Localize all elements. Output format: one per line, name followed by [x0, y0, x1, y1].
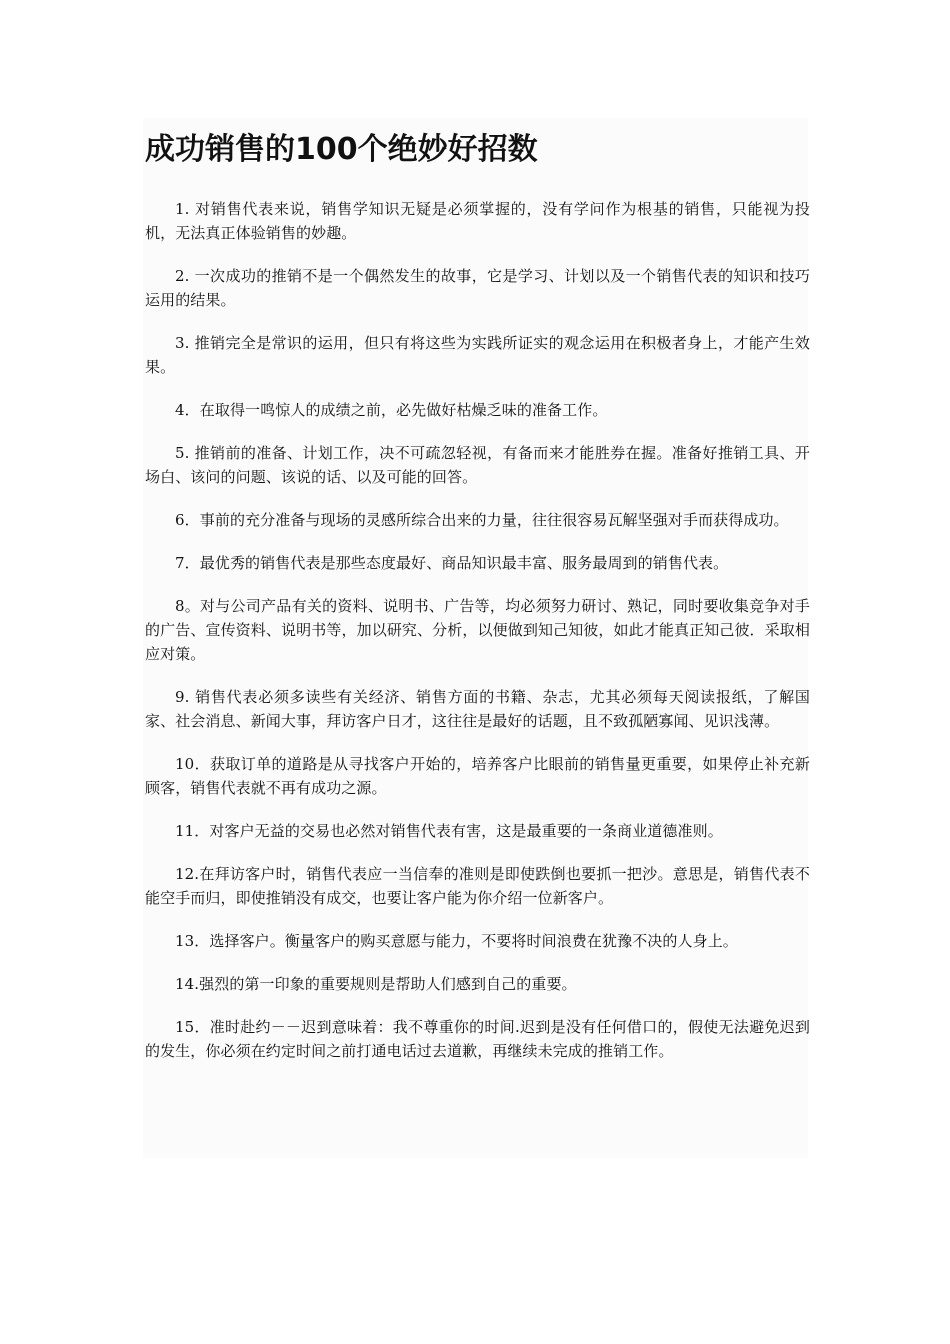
tip-item: 8。对与公司产品有关的资料、说明书、广告等，均必须努力研讨、熟记，同时要收集竞争对手的广告、宣传资料、说明书等，加以研究、分析，以便做到知己知彼，如此才能真正知己彼．采取相应对策。 [145, 597, 810, 663]
tip-item: 12.在拜访客户时，销售代表应一当信奉的准则是即使跌倒也要抓一把沙。意思是，销售代表不能空手而归，即使推销没有成交，也要让客户能为你介绍一位新客户。 [145, 865, 810, 907]
tip-item: 4．在取得一鸣惊人的成绩之前，必先做好枯燥乏味的准备工作。 [175, 401, 608, 419]
tip-item: 3. 推销完全是常识的运用，但只有将这些为实践所证实的观念运用在积极者身上，才能产生效果。 [145, 334, 810, 376]
tips-list [145, 197, 810, 1082]
tip-item: 6．事前的充分准备与现场的灵感所综合出来的力量，往往很容易瓦解坚强对手而获得成功。 [175, 511, 789, 529]
document-title: 成功销售的100个绝妙好招数 [145, 132, 538, 167]
tip-item: 10．获取订单的道路是从寻找客户开始的，培养客户比眼前的销售量更重要，如果停止补充新顾客，销售代表就不再有成功之源。 [145, 755, 810, 797]
tip-item: 11．对客户无益的交易也必然对销售代表有害，这是最重要的一条商业道德准则。 [175, 822, 723, 840]
tip-item: 13．选择客户。衡量客户的购买意愿与能力，不要将时间浪费在犹豫不决的人身上。 [175, 932, 738, 950]
tip-item: 14.强烈的第一印象的重要规则是帮助人们感到自己的重要。 [175, 975, 577, 993]
tip-item: 2. 一次成功的推销不是一个偶然发生的故事，它是学习、计划以及一个销售代表的知识和技巧运用的结果。 [145, 267, 810, 309]
tip-item: 1. 对销售代表来说，销售学知识无疑是必须掌握的，没有学问作为根基的销售，只能视为投机，无法真正体验销售的妙趣。 [145, 200, 810, 242]
tip-item: 5. 推销前的准备、计划工作，决不可疏忽轻视，有备而来才能胜券在握。准备好推销工具、开场白、该问的问题、该说的话、以及可能的回答。 [145, 444, 810, 486]
tip-item: 9. 销售代表必须多读些有关经济、销售方面的书籍、杂志，尤其必须每天阅读报纸，了解国家、社会消息、新闻大事，拜访客户日才，这往往是最好的话题，且不致孤陋寡闻、见识浅薄。 [145, 688, 810, 730]
tip-item: 7．最优秀的销售代表是那些态度最好、商品知识最丰富、服务最周到的销售代表。 [175, 554, 729, 572]
tip-item: 15．准时赴约－－迟到意味着：我不尊重你的时间.迟到是没有任何借口的，假使无法避免迟到的发生，你必须在约定时间之前打通电话过去道歉，再继续未完成的推销工作。 [145, 1018, 810, 1060]
